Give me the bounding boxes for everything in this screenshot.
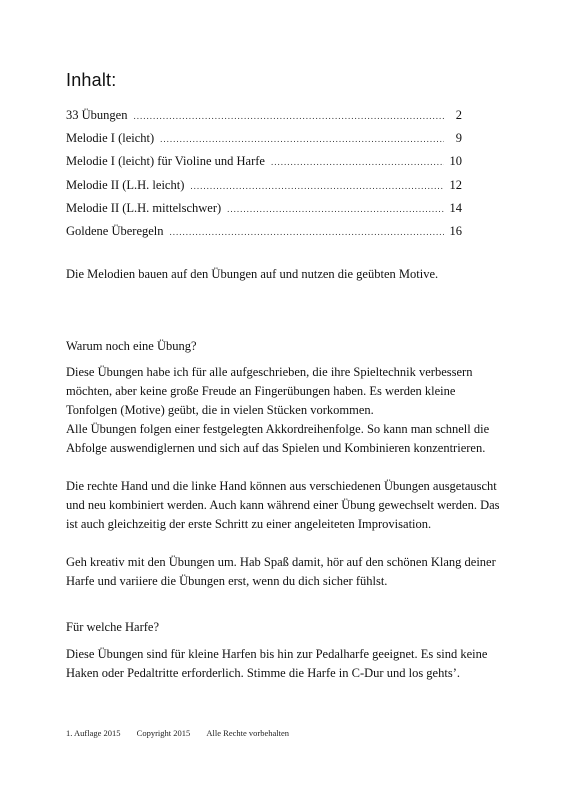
- toc-entry-label: Melodie I (leicht) für Violine und Harfe: [66, 154, 265, 169]
- why-paragraph-2: Alle Übungen folgen einer festgelegten Akkordreihenfolge. So kann man schnell die Abfolge auswendiglernen und sich auf das Spielen und Kombinieren konzentrieren.: [66, 422, 490, 455]
- toc-entry-page: 14: [449, 200, 462, 215]
- toc-entry-label: Melodie II (L.H. mittelschwer): [66, 200, 222, 215]
- toc-entry[interactable]: [66, 154, 462, 177]
- why-paragraph-4: Geh kreativ mit den Übungen um. Hab Spaß damit, hör auf den schönen Klang deiner Harfe und variiere die Übungen erst, wenn du dich sicher fühlst.: [66, 555, 496, 588]
- toc-entry[interactable]: [66, 224, 462, 247]
- toc-title: Inhalt:: [66, 70, 117, 90]
- section-heading-why: Warum noch eine Übung?: [66, 339, 197, 353]
- toc-entry[interactable]: [66, 108, 462, 131]
- why-paragraph-3: Die rechte Hand und die linke Hand können aus verschiedenen Übungen ausgetauscht und neu kombiniert werden. Auch kann während einer Übung gewechselt werden. Das ist auch gleichzeitig der erste Schritt zu einer angeleiteten Improvisation.: [66, 479, 500, 531]
- toc-entry-page: 12: [449, 177, 462, 192]
- toc-entry-page: 9: [455, 131, 462, 146]
- toc-leader-dots: [133, 111, 444, 121]
- toc-entry-page: 10: [449, 154, 462, 169]
- toc-entry[interactable]: [66, 131, 462, 154]
- toc-leader-dots: [227, 204, 444, 214]
- toc-entry-label: Melodie II (L.H. leicht): [66, 177, 185, 192]
- toc-entry-label: 33 Übungen: [66, 108, 128, 122]
- footer-rights: Alle Rechte vorbehalten: [206, 728, 290, 738]
- footer-edition: 1. Auflage 2015: [66, 728, 121, 738]
- toc-leader-dots: [190, 181, 444, 191]
- toc-entry-label: Goldene Überegeln: [66, 223, 164, 238]
- which-harp-paragraph: Diese Übungen sind für kleine Harfen bis hin zur Pedalharfe geeignet. Es sind keine Haken oder Pedaltritte erforderlich. Stimme die Harfe in C-Dur und los gehts’.: [66, 647, 488, 680]
- table-of-contents: [66, 108, 462, 247]
- toc-leader-dots: [160, 134, 444, 144]
- section-heading-which-harp: Für welche Harfe?: [66, 620, 160, 634]
- page-footer: [66, 728, 289, 738]
- why-paragraph-1: Diese Übungen habe ich für alle aufgeschrieben, die ihre Spieltechnik verbessern möchten, aber keine große Freude an Fingerübungen haben. Es werden kleine Tonfolgen (Motive) geübt, die in vielen Stücken vorkommen.: [66, 365, 473, 417]
- toc-leader-dots: [271, 157, 444, 167]
- toc-entry[interactable]: [66, 178, 462, 201]
- toc-entry-page: 2: [455, 108, 462, 122]
- intro-paragraph: Die Melodien bauen auf den Übungen auf und nutzen die geübten Motive.: [66, 267, 439, 281]
- footer-copyright: Copyright 2015: [136, 728, 191, 738]
- toc-entry[interactable]: [66, 201, 462, 224]
- toc-entry-page: 16: [449, 223, 462, 238]
- toc-leader-dots: [170, 227, 444, 237]
- toc-entry-label: Melodie I (leicht): [66, 131, 155, 146]
